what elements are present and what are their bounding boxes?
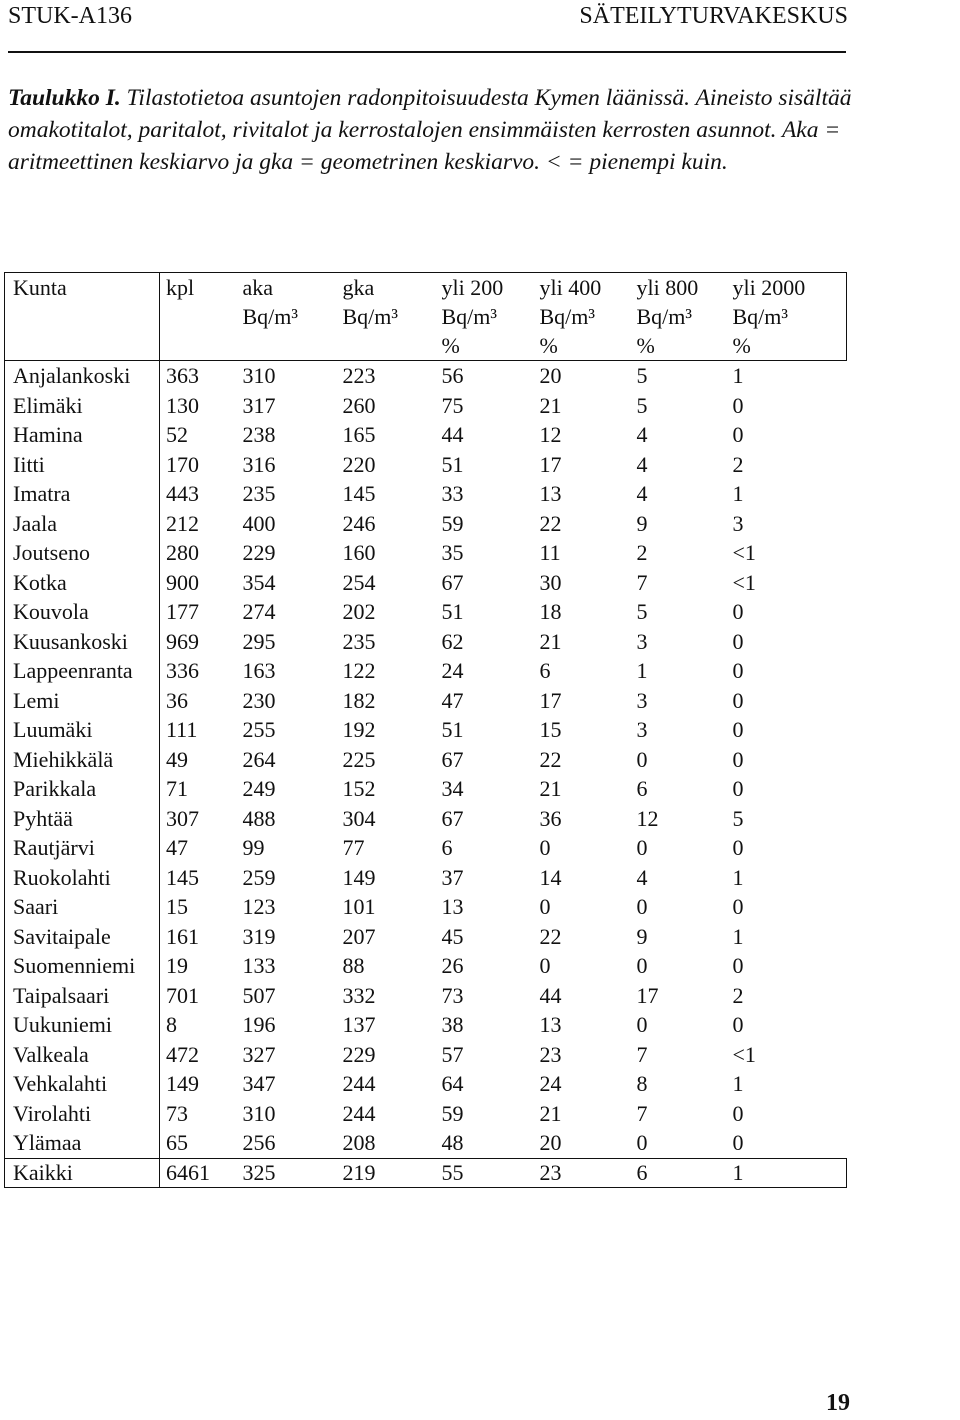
table-row [5,450,847,480]
table-cell: 47 [441,687,464,713]
table-row [5,597,847,627]
table-cell: 20 [539,1130,562,1155]
table-row [5,1128,847,1158]
table-cell: 701 [166,982,199,1008]
table-cell: 24 [441,658,464,683]
column-header-label: yli 2000 [732,275,806,300]
table-row [5,361,847,391]
table-cell: 19 [166,953,188,978]
table-cell: 264 [242,746,276,772]
table-cell: 4 [636,451,648,477]
table-cell: 99 [242,835,265,860]
table-cell: 24 [539,1071,562,1096]
table-cell: 45 [441,923,464,949]
total-cell: 1 [732,1159,744,1185]
table-cell: 62 [441,628,464,654]
table-row [5,509,847,539]
column-header-label: gka [342,275,375,300]
column-header-unit [166,302,243,331]
table-cell: 22 [539,923,562,949]
table-cell: 0 [732,1100,744,1126]
publisher-name: SÄTEILYTURVAKESKUS [579,3,848,29]
table-cell: 280 [166,540,199,565]
table-cell: 0 [636,746,648,772]
table-cell: 145 [342,481,376,506]
table-body [5,361,847,1159]
table-cell: 0 [732,392,744,418]
table-row [5,1099,847,1129]
table-cell: 15 [166,894,188,919]
report-id: STUK-A136 [8,3,132,29]
table-cell: 47 [166,835,188,860]
table-cell: 4 [636,422,648,447]
table-cell: 400 [242,510,276,536]
table-cell: 0 [539,953,551,978]
column-header-pct [343,331,442,360]
table-cell: 38 [441,1012,464,1037]
table-cell: 3 [636,628,648,654]
table-cell: 17 [539,451,562,477]
table-cell: 111 [166,717,198,742]
column-header-pct: % [539,333,558,358]
table-cell: 52 [166,422,188,447]
table-total [5,1158,847,1187]
table-cell: 36 [166,687,188,713]
table-cell: <1 [732,569,756,595]
table-cell: 225 [342,746,376,772]
table-cell: 73 [166,1100,188,1126]
municipality-name: Suomenniemi [5,951,160,981]
table-cell: 49 [166,746,188,772]
table-cell: 249 [242,776,276,801]
table-cell: 22 [539,746,562,772]
table-row [5,981,847,1011]
municipality-name: Valkeala [5,1040,160,1070]
total-cell: 6 [636,1159,648,1185]
table-cell: 336 [166,658,199,683]
municipality-name: Lemi [5,686,160,716]
table-cell: 317 [242,392,276,418]
municipality-name: Kouvola [5,597,160,627]
table-cell: 12 [636,805,659,831]
table-cell: 137 [342,1012,376,1037]
table-cell: 59 [441,1100,464,1126]
table-cell: 44 [539,982,562,1008]
column-header-unit: Bq/m³ [441,304,497,329]
table-cell: 165 [342,422,376,447]
table-cell: 0 [732,953,744,978]
table-cell: 4 [636,864,648,890]
table-cell: 122 [342,658,376,683]
table-cell: 177 [166,599,199,624]
column-header-label: yli 200 [441,275,504,300]
table-cell: 327 [242,1041,276,1067]
table-cell: <1 [732,1041,756,1067]
table-cell: 11 [539,540,561,565]
total-label: Kaikki [5,1158,160,1187]
table-cell: 6 [636,776,648,801]
table-cell: 21 [539,628,562,654]
table-cell: 152 [342,776,376,801]
municipality-name: Jaala [5,509,160,539]
column-header-unit [13,302,159,331]
table-cell: 354 [242,569,276,595]
table-row [5,568,847,598]
table-cell: 0 [636,953,648,978]
table-cell: 5 [636,363,648,388]
table-cell: 0 [732,746,744,772]
table-cell: 310 [242,1100,276,1126]
table-cell: 35 [441,540,464,565]
table-cell: 488 [242,805,276,831]
table-cell: 170 [166,451,199,477]
table-cell: 7 [636,569,648,595]
column-header-label: kpl [166,275,195,300]
table-cell: 969 [166,628,199,654]
table-cell: 1 [732,363,744,388]
table-cell: 26 [441,953,464,978]
table-cell: 6 [539,658,551,683]
table-cell: 0 [732,894,744,919]
table-cell: 51 [441,717,464,742]
table-cell: 67 [441,805,464,831]
table-cell: 149 [166,1071,199,1096]
table-row [5,538,847,568]
table-cell: 182 [342,687,376,713]
table-cell: 23 [539,1041,562,1067]
table-row [5,420,847,450]
table-row [5,1069,847,1099]
running-header [8,0,848,48]
table-cell: 0 [732,835,744,860]
table-cell: 0 [732,599,744,624]
table-cell: 274 [242,599,276,624]
table-cell: 256 [242,1130,276,1155]
table-cell: 149 [342,864,376,890]
table-caption [8,82,853,178]
table-row [5,627,847,657]
table-cell: 192 [342,717,376,742]
table-cell: 2 [636,540,648,565]
table-cell: 65 [166,1130,188,1155]
table-cell: 3 [732,510,744,536]
table-row [5,391,847,421]
municipality-name: Vehkalahti [5,1069,160,1099]
total-cell: 23 [539,1159,562,1185]
total-cell: 325 [242,1159,276,1185]
table-cell: 7 [636,1100,648,1126]
table-cell: 443 [166,481,199,506]
column-header [442,273,540,361]
table-cell: 30 [539,569,562,595]
table-cell: 0 [636,1012,648,1037]
table-cell: 0 [732,658,744,683]
municipality-name: Imatra [5,479,160,509]
column-header-pct [13,331,159,360]
caption-label: Taulukko I. [8,85,121,111]
table-cell: 207 [342,923,376,949]
table-cell: 244 [342,1100,376,1126]
table-cell: 161 [166,923,199,949]
table-cell: 0 [732,1130,744,1155]
column-header-pct: % [636,333,655,358]
table-cell: 13 [539,481,562,506]
column-header-unit: Bq/m³ [732,304,788,329]
table-cell: 14 [539,864,562,890]
table-row [5,804,847,834]
table-cell: 51 [441,599,464,624]
table-cell: 9 [636,923,648,949]
table-cell: 101 [342,894,376,919]
municipality-name: Joutseno [5,538,160,568]
table-cell: 246 [342,510,376,536]
table-cell: 13 [539,1012,562,1037]
table-row [5,951,847,981]
table-cell: <1 [732,540,756,565]
municipality-name: Rautjärvi [5,833,160,863]
table-cell: 235 [242,481,276,506]
table-cell: 260 [342,392,376,418]
column-header-pct [166,331,243,360]
municipality-name: Lappeenranta [5,656,160,686]
municipality-name: Luumäki [5,715,160,745]
table-cell: 0 [636,1130,648,1155]
table-cell: 77 [342,835,365,860]
table-cell: 59 [441,510,464,536]
table-cell: 13 [441,894,464,919]
table-cell: 255 [242,717,276,742]
table-cell: 8 [636,1071,648,1096]
column-header-label: Kunta [13,275,67,300]
table-cell: 1 [732,923,744,949]
municipality-name: Pyhtää [5,804,160,834]
municipality-name: Taipalsaari [5,981,160,1011]
table-cell: 316 [242,451,276,477]
municipality-name: Uukuniemi [5,1010,160,1040]
total-cell: 6461 [166,1159,210,1185]
table-cell: 22 [539,510,562,536]
municipality-name: Miehikkälä [5,745,160,775]
table-cell: 17 [636,982,659,1008]
column-header-unit: Bq/m³ [539,304,595,329]
table-cell: 163 [242,658,276,683]
table-cell: 229 [242,540,276,565]
table-cell: 133 [242,953,276,978]
table-cell: 235 [342,628,376,654]
municipality-name: Savitaipale [5,922,160,952]
table-cell: 4 [636,481,648,506]
column-header [540,273,637,361]
municipality-name: Elimäki [5,391,160,421]
table-cell: 145 [166,864,199,890]
column-header [5,273,160,361]
table-cell: 332 [342,982,376,1008]
table-cell: 212 [166,510,199,536]
table-cell: 21 [539,392,562,418]
table-cell: 51 [441,451,464,477]
table-cell: 223 [342,363,376,388]
table-cell: 130 [166,392,199,418]
table-cell: 363 [166,363,199,388]
table-row [5,833,847,863]
table-row [5,745,847,775]
column-header [637,273,733,361]
table-row [5,479,847,509]
table-row [5,656,847,686]
table-row [5,892,847,922]
table-cell: 5 [636,599,648,624]
table-cell: 21 [539,1100,562,1126]
table-cell: 0 [636,835,648,860]
table-cell: 8 [166,1012,177,1037]
table-cell: 0 [732,717,744,742]
column-header-label: yli 400 [539,275,602,300]
municipality-name: Kuusankoski [5,627,160,657]
table-cell: 48 [441,1130,464,1155]
table-row [5,686,847,716]
table-cell: 208 [342,1130,376,1155]
table-cell: 2 [732,451,744,477]
table-cell: 75 [441,392,464,418]
table-cell: 6 [441,835,453,860]
column-header [243,273,343,361]
column-header-pct [243,331,343,360]
table-cell: 57 [441,1041,464,1067]
column-header-pct: % [441,333,460,358]
column-header [160,273,243,361]
table-cell: 230 [242,687,276,713]
table-cell: 1 [732,481,744,506]
table-cell: 0 [636,894,648,919]
table-cell: 33 [441,481,464,506]
table-cell: 900 [166,569,199,595]
table-cell: 12 [539,422,562,447]
table-cell: 9 [636,510,648,536]
table-cell: 507 [242,982,276,1008]
column-header [343,273,442,361]
column-header-label: yli 800 [636,275,699,300]
table-cell: 3 [636,717,648,742]
table-row [5,774,847,804]
total-cell: 55 [441,1159,464,1185]
table-cell: 0 [539,835,551,860]
table-cell: 0 [732,1012,744,1037]
table-cell: 71 [166,776,188,801]
table-cell: 259 [242,864,276,890]
table-cell: 1 [732,1071,744,1096]
table-cell: 310 [242,363,276,388]
column-header-unit: Bq/m³ [242,304,298,329]
table-cell: 295 [242,628,276,654]
table-cell: 20 [539,363,562,388]
table-header [5,273,847,361]
table-cell: 123 [242,894,276,919]
table-cell: 307 [166,805,199,831]
table-cell: 5 [636,392,648,418]
table-cell: 18 [539,599,562,624]
table-row [5,863,847,893]
table-cell: 15 [539,717,562,742]
table-cell: 37 [441,864,464,890]
table-cell: 7 [636,1041,648,1067]
municipality-name: Iitti [5,450,160,480]
table-cell: 0 [539,894,551,919]
table-cell: 160 [342,540,376,565]
total-cell: 219 [342,1159,376,1185]
radon-statistics-table [4,272,847,1188]
table-cell: 34 [441,776,464,801]
table-cell: 67 [441,569,464,595]
page-number: 19 [826,1390,850,1416]
table-row [5,922,847,952]
table-cell: 64 [441,1071,464,1096]
column-header-pct: % [732,333,751,358]
table-cell: 254 [342,569,376,595]
table-cell: 202 [342,599,376,624]
table-cell: 73 [441,982,464,1008]
table-cell: 238 [242,422,276,447]
column-header-unit: Bq/m³ [342,304,398,329]
table-cell: 44 [441,422,464,447]
municipality-name: Anjalankoski [5,361,160,391]
table-cell: 304 [342,805,376,831]
column-header-label: aka [242,275,274,300]
table-cell: 3 [636,687,648,713]
column-header-unit: Bq/m³ [636,304,692,329]
table-cell: 0 [732,776,744,801]
table-row [5,1040,847,1070]
municipality-name: Virolahti [5,1099,160,1129]
municipality-name: Ruokolahti [5,863,160,893]
municipality-name: Saari [5,892,160,922]
table-cell: 1 [732,864,744,890]
municipality-name: Kotka [5,568,160,598]
table-cell: 0 [732,687,744,713]
table-cell: 88 [342,953,365,978]
table-cell: 196 [242,1012,276,1037]
table-cell: 67 [441,746,464,772]
municipality-name: Parikkala [5,774,160,804]
table-cell: 319 [242,923,276,949]
table-cell: 1 [636,658,648,683]
header-rule [8,51,846,53]
table-cell: 17 [539,687,562,713]
table-row [5,715,847,745]
table-cell: 21 [539,776,562,801]
table-cell: 244 [342,1071,376,1096]
municipality-name: Ylämaa [5,1128,160,1158]
municipality-name: Hamina [5,420,160,450]
column-header [733,273,847,361]
table-cell: 472 [166,1041,199,1067]
table-cell: 2 [732,982,744,1008]
table-cell: 56 [441,363,464,388]
table-cell: 347 [242,1071,276,1096]
table-row [5,1010,847,1040]
caption-text: Tilastotietoa asuntojen radonpitoisuudesta Kymen läänissä. Aineisto sisältää omakotitalot, paritalot, rivitalot ja kerrostalojen ensimmäisten kerrosten asunnot. Aka = aritmeettinen keskiarvo ja gka = geometrinen keskiarvo. < = pienempi kuin. [8,85,852,175]
table-cell: 220 [342,451,376,477]
total-row [5,1158,847,1187]
table-cell: 229 [342,1041,376,1067]
table-cell: 0 [732,628,744,654]
table-cell: 36 [539,805,562,831]
table-cell: 5 [732,805,744,831]
table-cell: 0 [732,422,744,447]
